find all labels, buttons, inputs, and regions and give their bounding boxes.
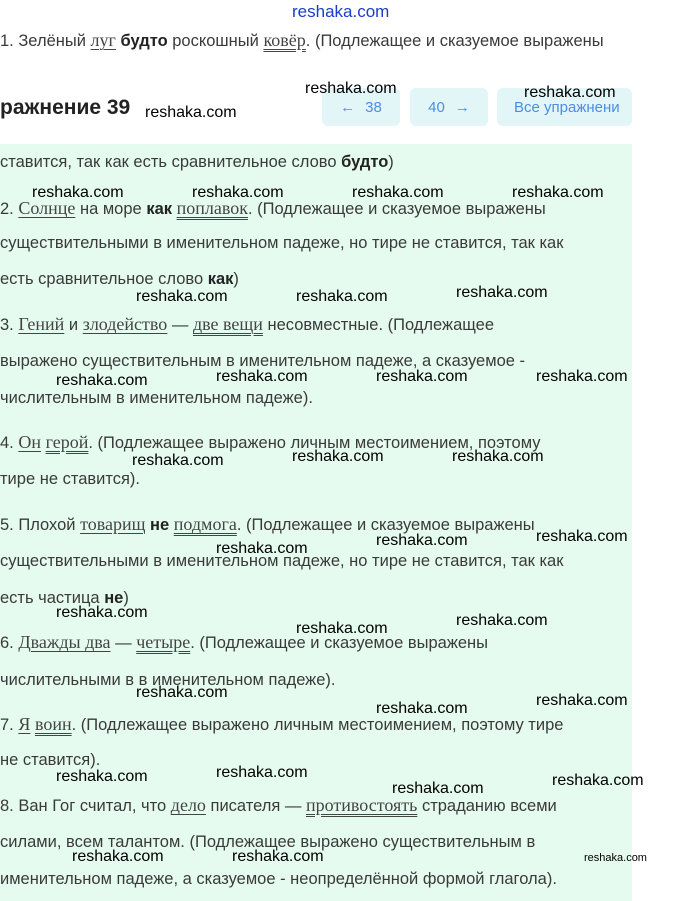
item-number: 4. [0,434,14,452]
watermark: reshaka.com [32,184,124,201]
exercise-item-8 [0,795,557,816]
item-line: не ставится). [0,751,101,769]
item-text: 1. Зелёный [0,32,86,50]
watermark: reshaka.com [552,772,644,789]
watermark: reshaka.com [296,620,388,637]
watermark: reshaka.com [56,372,148,389]
item-text: и [68,316,79,334]
conjunction-word: как [146,200,173,218]
conjunction-word: будто [341,153,389,171]
page-title: ражнение 39 [0,96,131,119]
item-number: 2. [0,200,14,218]
item-line: выражено существительным в именительном падеже, а сказуемое - [0,352,525,370]
conjunction-word: как [207,270,234,288]
watermark: reshaka.com [452,448,544,465]
watermark: reshaka.com [72,848,164,865]
item-line: числительными в в именительном падеже). [0,671,336,689]
conjunction-word: будто [120,32,168,50]
watermark: reshaka.com [296,288,388,305]
next-exercise-label: 40 [428,98,445,116]
watermark: reshaka.com [456,612,548,629]
item-line: числительным в именительном падеже). [0,389,313,407]
item-text: . (Подлежащее выражено личным местоимением, поэтому [88,434,541,452]
watermark: reshaka.com [376,700,468,717]
watermark: reshaka.com [232,848,324,865]
watermark: reshaka.com [292,448,384,465]
watermark: reshaka.com [192,184,284,201]
watermark: reshaka.com [132,452,224,469]
watermark: reshaka.com [56,768,148,785]
item-number: 8. Ван Гог считал, что [0,797,167,815]
watermark: reshaka.com [524,84,616,101]
watermark: reshaka.com [536,368,628,385]
all-exercises-label: Все упражнени [514,98,620,116]
watermark: reshaka.com [512,184,604,201]
item-text: . (Подлежащее выражено личным местоимением, поэтому тире [71,716,564,734]
exercise-item-3 [0,314,494,335]
item-text: . (Подлежащее и сказуемое выражены [247,200,546,218]
watermark: reshaka.com [216,764,308,781]
predicate-word: герой [45,432,89,452]
watermark: reshaka.com [352,184,444,201]
watermark: reshaka.com [536,692,628,709]
subject-word: дело [170,795,206,815]
item-text: ставится, так как есть сравнительное слово [0,153,342,171]
exercise-item-1 [0,30,604,51]
item-line: именительном падеже, а сказуемое - неопределённой формой глагола). [0,870,557,888]
item-line [0,270,239,289]
predicate-word: воин [34,714,72,734]
subject-word: Я [18,714,31,734]
item-text: — [115,634,132,652]
watermark: reshaka.com [376,532,468,549]
particle-word: не [150,516,170,534]
watermark: reshaka.com [456,284,548,301]
item-text: ) [233,270,239,288]
item-number: 3. [0,316,14,334]
item-line: силами, всем талантом. (Подлежащее выражено существительным в [0,833,536,851]
watermark: reshaka.com [136,288,228,305]
predicate-word: поплавок [176,198,248,218]
item-text: есть частица [0,589,105,607]
watermark: reshaka.com [292,2,390,21]
exercise-item-7 [0,714,563,735]
arrow-left-icon: ← [340,98,356,116]
watermark: reshaka.com [584,852,647,864]
predicate-word: противостоять [306,795,418,815]
predicate-word: четыре [136,632,191,652]
item-text: . (Подлежащее и сказуемое выражены [236,516,535,534]
exercise-item-6 [0,632,488,653]
watermark: reshaka.com [392,780,484,797]
subject-word: Дважды два [18,632,111,652]
watermark: reshaka.com [216,368,308,385]
item-number: 5. Плохой [0,516,76,534]
subject-word: злодейство [82,314,168,334]
arrow-right-icon: → [454,98,470,116]
item-text: несовместные. (Подлежащее [267,316,494,334]
predicate-word: ковёр [263,30,306,50]
item-line: существительными в именительном падеже, но тире не ставится, так как [0,552,564,570]
item-text: ) [123,589,129,607]
particle-word: не [104,589,124,607]
item-text: — [284,797,302,815]
item-line: существительными в именительном падеже, но тире не ставится, так как [0,234,564,252]
watermark: reshaka.com [376,368,468,385]
item-text: писателя [210,797,281,815]
watermark: reshaka.com [216,540,308,557]
item-text: — [171,316,189,334]
next-exercise-button[interactable] [410,88,488,126]
predicate-word: подмога [173,514,237,534]
item-text: . (Подлежащее и сказуемое выражены [190,634,489,652]
subject-word: луг [90,30,116,50]
watermark: reshaka.com [145,104,237,121]
subject-word: товарищ [80,514,146,534]
item-number: 6. [0,634,14,652]
item-line: тире не ставится). [0,470,141,488]
item-text: ) [388,153,394,171]
subject-word: Он [18,432,41,452]
prev-exercise-label: 38 [365,98,382,116]
item-text: страданию всеми [421,797,557,815]
item-text: есть сравнительное слово [0,270,208,288]
item-number: 7. [0,716,14,734]
item-text: роскошный [172,32,259,50]
subject-word: Гений [18,314,65,334]
watermark: reshaka.com [536,528,628,545]
exercise-item-1-continuation [0,153,394,172]
subject-word: Солнце [18,198,76,218]
watermark: reshaka.com [136,684,228,701]
item-text: . (Подлежащее и сказуемое выражены [305,32,604,50]
item-text: на море [79,200,142,218]
watermark: reshaka.com [305,80,397,97]
predicate-word: две вещи [192,314,263,334]
watermark: reshaka.com [56,604,148,621]
